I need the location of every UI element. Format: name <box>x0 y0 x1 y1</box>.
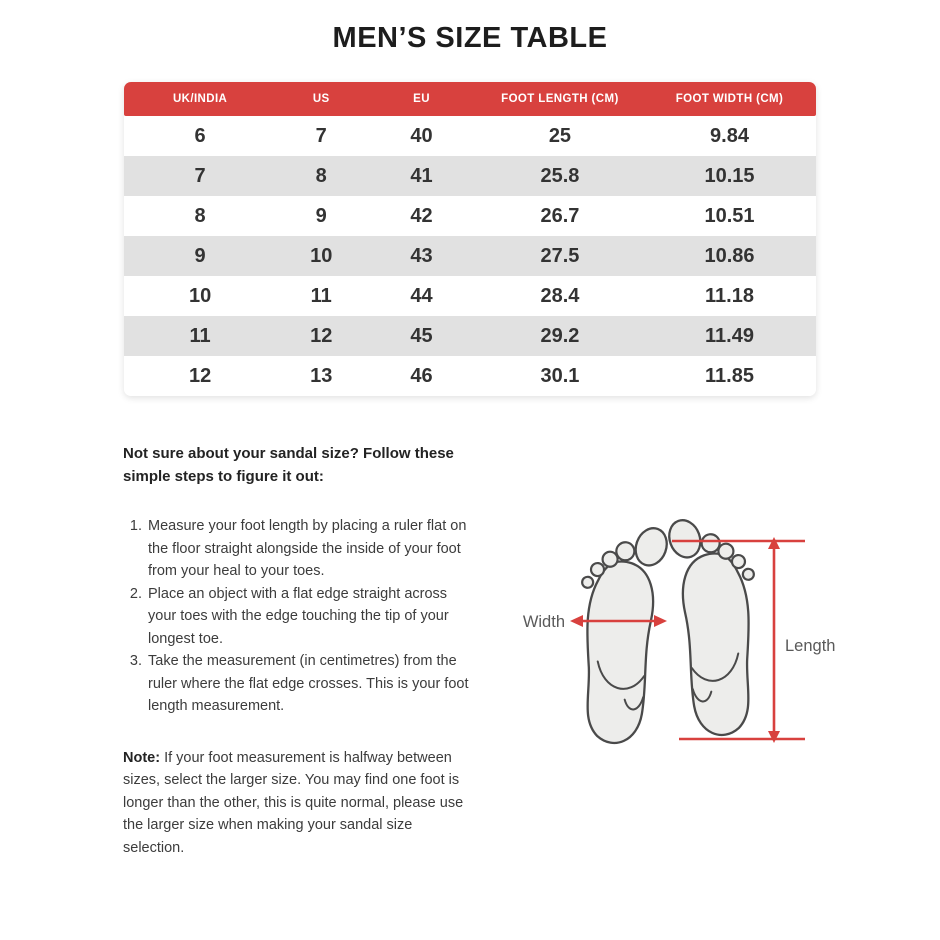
table-row <box>124 196 816 236</box>
right-foot <box>663 508 775 739</box>
column-header: US <box>276 82 366 116</box>
table-cell: 13 <box>276 356 366 396</box>
table-cell: 45 <box>366 316 477 356</box>
table-cell: 10.86 <box>643 236 816 276</box>
table-cell: 8 <box>124 196 276 236</box>
feet-illustration <box>487 499 867 809</box>
table-cell: 41 <box>366 156 477 196</box>
table-cell: 42 <box>366 196 477 236</box>
table-cell: 6 <box>124 116 276 156</box>
table-cell: 8 <box>276 156 366 196</box>
table-cell: 9.84 <box>643 116 816 156</box>
table-cell: 10.51 <box>643 196 816 236</box>
column-header: UK/INDIA <box>124 82 276 116</box>
column-header: EU <box>366 82 477 116</box>
page-title: MEN’S SIZE TABLE <box>332 22 608 54</box>
table-cell: 11 <box>124 316 276 356</box>
step-item: 2. Place an object with a flat edge straight across your toes with the edge touching the tip of your longest toe. <box>146 583 475 651</box>
table-cell: 40 <box>366 116 477 156</box>
note-text: If your foot measurement is halfway between sizes, select the larger size. You may find one foot is longer than the other, this is quite normal, please use the larger size when making your sandal size selection. <box>123 749 464 856</box>
bottom-section <box>0 442 940 859</box>
size-guide-page <box>0 22 940 940</box>
step-item: 1. Measure your foot length by placing a ruler flat on the floor straight alongside the inside of your foot from your heal to your toes. <box>146 515 475 583</box>
size-table-body <box>124 116 816 396</box>
length-label: Length <box>785 637 836 655</box>
table-cell: 11.85 <box>643 356 816 396</box>
size-table-head <box>124 82 816 116</box>
table-cell: 11.18 <box>643 276 816 316</box>
table-cell: 9 <box>124 236 276 276</box>
table-cell: 29.2 <box>477 316 643 356</box>
note-label: Note: <box>123 749 161 766</box>
table-cell: 10.15 <box>643 156 816 196</box>
measurement-guide <box>123 442 475 859</box>
column-header: FOOT WIDTH (CM) <box>643 82 816 116</box>
table-cell: 11.49 <box>643 316 816 356</box>
table-cell: 43 <box>366 236 477 276</box>
table-cell: 27.5 <box>477 236 643 276</box>
foot-measurement-diagram <box>487 499 867 809</box>
table-cell: 10 <box>124 276 276 316</box>
table-cell: 10 <box>276 236 366 276</box>
table-cell: 11 <box>276 276 366 316</box>
width-label: Width <box>522 613 565 631</box>
table-row <box>124 276 816 316</box>
table-cell: 12 <box>276 316 366 356</box>
table-row <box>124 356 816 396</box>
column-header: FOOT LENGTH (CM) <box>477 82 643 116</box>
table-cell: 30.1 <box>477 356 643 396</box>
table-cell: 46 <box>366 356 477 396</box>
left-foot <box>561 516 673 747</box>
table-cell: 12 <box>124 356 276 396</box>
table-cell: 7 <box>124 156 276 196</box>
table-cell: 26.7 <box>477 196 643 236</box>
steps-list <box>123 515 475 718</box>
table-cell: 28.4 <box>477 276 643 316</box>
table-row <box>124 236 816 276</box>
table-row <box>124 316 816 356</box>
table-row <box>124 116 816 156</box>
table-cell: 44 <box>366 276 477 316</box>
size-table-header-row <box>124 82 816 116</box>
table-cell: 25 <box>477 116 643 156</box>
step-item: 3. Take the measurement (in centimetres) from the ruler where the flat edge crosses. This is your foot length measurement. <box>146 650 475 718</box>
guide-heading: Not sure about your sandal size? Follow these simple steps to figure it out: <box>123 445 454 485</box>
table-cell: 7 <box>276 116 366 156</box>
size-table <box>124 82 816 396</box>
table-cell: 9 <box>276 196 366 236</box>
table-cell: 25.8 <box>477 156 643 196</box>
table-row <box>124 156 816 196</box>
size-note <box>123 747 475 860</box>
